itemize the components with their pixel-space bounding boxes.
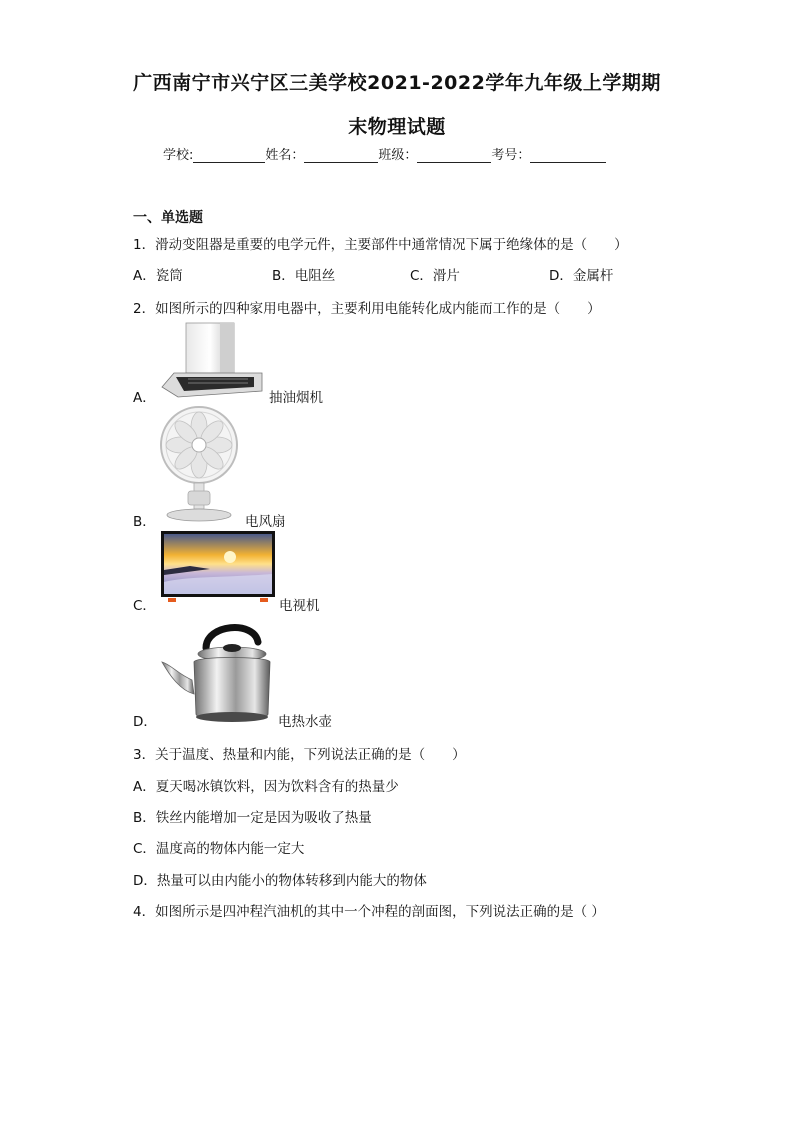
number-blank xyxy=(530,148,606,163)
q2-option-c-caption: 电视机 xyxy=(279,598,320,614)
q2-option-b-letter: B． xyxy=(133,514,156,530)
television-icon xyxy=(160,530,276,606)
question-4-text: 4．如图所示是四冲程汽油机的其中一个冲程的剖面图，下列说法正确的是（ ） xyxy=(133,904,605,920)
section-heading: 一、单选题 xyxy=(133,210,203,226)
class-blank xyxy=(417,148,491,163)
q1-option-d: D．金属杆 xyxy=(549,268,614,284)
question-3-text: 3．关于温度、热量和内能，下列说法正确的是（ ） xyxy=(133,747,466,763)
exam-title-line2: 末物理试题 xyxy=(348,116,446,138)
q2-option-a-letter: A． xyxy=(133,390,156,406)
q3-option-b: B．铁丝内能增加一定是因为吸收了热量 xyxy=(133,810,372,826)
school-label: 学校: xyxy=(163,148,194,163)
q2-option-b-caption: 电风扇 xyxy=(245,514,286,530)
q3-option-d: D．热量可以由内能小的物体转移到内能大的物体 xyxy=(133,873,427,889)
school-blank xyxy=(193,148,265,163)
q2-option-d-caption: 电热水壶 xyxy=(278,714,332,730)
kettle-icon xyxy=(158,618,276,726)
student-info-line xyxy=(163,144,606,163)
question-1-text: 1．滑动变阻器是重要的电学元件，主要部件中通常情况下属于绝缘体的是（ ） xyxy=(133,237,628,253)
range-hood-icon xyxy=(158,321,266,399)
electric-fan-icon xyxy=(158,405,240,523)
q1-option-a: A．瓷筒 xyxy=(133,268,183,284)
name-label: 姓名： xyxy=(265,148,305,163)
q1-option-c: C．滑片 xyxy=(410,268,460,284)
q2-option-d-letter: D． xyxy=(133,714,157,730)
question-2-text: 2．如图所示的四种家用电器中，主要利用电能转化成内能而工作的是（ ） xyxy=(133,301,601,317)
class-label: 班级： xyxy=(378,148,418,163)
q3-option-c: C．温度高的物体内能一定大 xyxy=(133,841,305,857)
name-blank xyxy=(304,148,378,163)
q1-option-b: B．电阻丝 xyxy=(272,268,336,284)
q3-option-a: A．夏天喝冰镇饮料，因为饮料含有的热量少 xyxy=(133,779,399,795)
q2-option-a-caption: 抽油烟机 xyxy=(269,390,323,406)
number-label: 考号： xyxy=(491,148,531,163)
exam-title-line1: 广西南宁市兴宁区三美学校2021-2022学年九年级上学期期 xyxy=(133,72,661,94)
q2-option-c-letter: C． xyxy=(133,598,156,614)
